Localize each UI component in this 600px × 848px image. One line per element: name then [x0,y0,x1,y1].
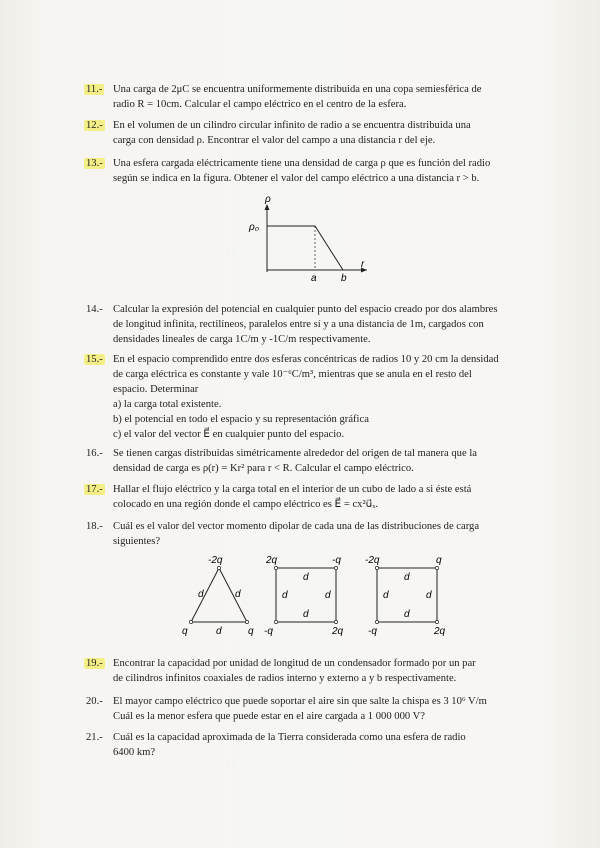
side-label-left: d [282,590,288,601]
problem-line: espacio. Determinar [113,384,199,395]
problem-line: según se indica en la figura. Obtener el valor del campo eléctrico a una distancia r > b. [113,173,480,184]
problem-line: carga con densidad ρ. Encontrar el valor del campo a una distancia r del eje. [113,135,436,146]
charge-node [435,620,438,623]
side-label-bottom: d [404,609,410,620]
charge-node [274,620,277,623]
charge-label-bottom-left: -q [264,626,273,637]
side-label-right: d [235,589,241,600]
charge-label-bottom-right: 2q [434,626,446,637]
problem-number: 14.- [86,304,103,315]
problem-line: Cuál es el valor del vector momento dipolar de cada una de las distribuciones de carga [113,521,480,532]
problem-16 [86,446,546,476]
problem-line: de carga eléctrica es constante y vale 10⁻⁶C/m³, mientras que se anula en el resto del [113,369,472,380]
problem-line: densidad de carga es ρ(r) = Kr² para r < R. Calcular el campo eléctrico. [113,463,414,474]
charge-node [435,566,438,569]
problem-13 [86,156,546,186]
a-tick-label: a [311,273,317,284]
charge-node [334,620,337,623]
charge-node [245,620,248,623]
problem-line: siguientes? [113,536,161,547]
problem-line: Encontrar la capacidad por unidad de longitud de un condensador formado por un par [113,658,476,669]
problem-line: En el volumen de un cilindro circular infinito de radio a se encuentra distribuida una [113,120,471,131]
charge-label-top-left: 2q [266,555,278,566]
rho0-tick-label: ρ₀ [249,222,259,233]
side-label-base: d [216,626,222,637]
sub-item-b: b) el potencial en todo el espacio y su representación gráfica [113,414,369,425]
charge-label-bottom-right: q [248,626,254,637]
problem-line: Cuál es la capacidad aproximada de la Tierra considerada como una esfera de radio [113,732,466,743]
charge-node [334,566,337,569]
charge-node [375,566,378,569]
charge-label-bottom-left: -q [368,626,377,637]
charge-node [375,620,378,623]
triangle-distribution [182,555,254,637]
charge-label-bottom-left: q [182,626,188,637]
problem-number: 15.- [86,354,103,365]
charge-label-top-right: -q [332,555,341,566]
problem-number: 12.- [86,120,103,131]
charge-node [274,566,277,569]
problem-21 [86,730,546,760]
problem-number: 21.- [86,732,103,743]
r-axis-label: r [361,259,365,270]
side-label-top: d [303,572,309,583]
b-tick-label: b [341,273,347,284]
side-label-top: d [404,572,410,583]
problem-line: Una carga de 2μC se encuentra uniformemente distribuida en una copa semiesférica de [113,84,482,95]
side-label-right: d [426,590,432,601]
problem-line: En el espacio comprendido entre dos esferas concéntricas de radios 10 y 20 cm la densidad [113,354,499,365]
charge-label-top-left: -2q [365,555,380,566]
problem-line: Cuál es la menor esfera que puede estar en el aire cargada a 1 000 000 V? [113,711,425,722]
charge-label-top-right: q [436,555,442,566]
charge-label-top: -2q [208,555,223,566]
problem-line: de longitud infinita, rectilíneos, paralelos entre sí y a una distancia de 1m, cargados con [113,319,484,330]
problem-line: Se tienen cargas distribuidas simétricamente alrededor del origen de tal manera que la [113,448,477,459]
problem-number: 19.- [86,658,103,669]
problem-number: 13.- [86,158,103,169]
problem-line: 6400 km? [113,747,156,758]
problem-line: radio R = 10cm. Calcular el campo eléctrico en el centro de la esfera. [113,99,407,110]
problem-line: Una esfera cargada eléctricamente tiene una densidad de carga ρ que es función del radio [113,158,491,169]
problem-15 [86,352,546,442]
problem-14 [86,302,546,347]
side-label-left: d [198,589,204,600]
square-distribution-1 [264,555,344,637]
problem-number: 20.- [86,696,103,707]
charge-label-bottom-right: 2q [332,626,344,637]
problem-17 [86,482,546,512]
problem-number: 11.- [86,84,103,95]
problem-19 [86,656,546,686]
problem-11 [86,82,546,112]
sub-item-a: a) la carga total existente. [113,399,222,410]
side-label-right: d [325,590,331,601]
problem-18 [86,519,546,549]
problem-line: densidades lineales de carga 1C/m y -1C/m respectivamente. [113,334,371,345]
problem-number: 17.- [86,484,103,495]
problem-line: Calcular la expresión del potencial en cualquier punto del espacio creado por dos alambres [113,304,498,315]
problem-line: colocado en una región donde el campo eléctrico es E⃗ = cx²u⃗ₓ. [113,499,379,510]
density-profile-figure [245,192,375,284]
problem-number: 16.- [86,448,103,459]
problem-line: El mayor campo eléctrico que puede soportar el aire sin que salte la chispa es 3 10⁶ V/m [113,696,487,707]
side-label-left: d [383,590,389,601]
problem-20 [86,694,546,724]
rho-axis-label: ρ [265,194,271,205]
charge-node [217,566,220,569]
density-curve [267,226,343,270]
problem-12 [86,118,546,148]
problem-line: Hallar el flujo eléctrico y la carga total en el interior de un cubo de lado a si éste está [113,484,472,495]
charge-node [189,620,192,623]
dipole-distributions-figure [172,552,462,642]
problem-line: de cilindros infinitos coaxiales de radios interno y externo a y b respectivamente. [113,673,457,684]
sub-item-c: c) el valor del vector E⃗ en cualquier punto del espacio. [113,429,345,440]
square-distribution-2 [365,555,446,637]
problem-number: 18.- [86,521,103,532]
side-label-bottom: d [303,609,309,620]
